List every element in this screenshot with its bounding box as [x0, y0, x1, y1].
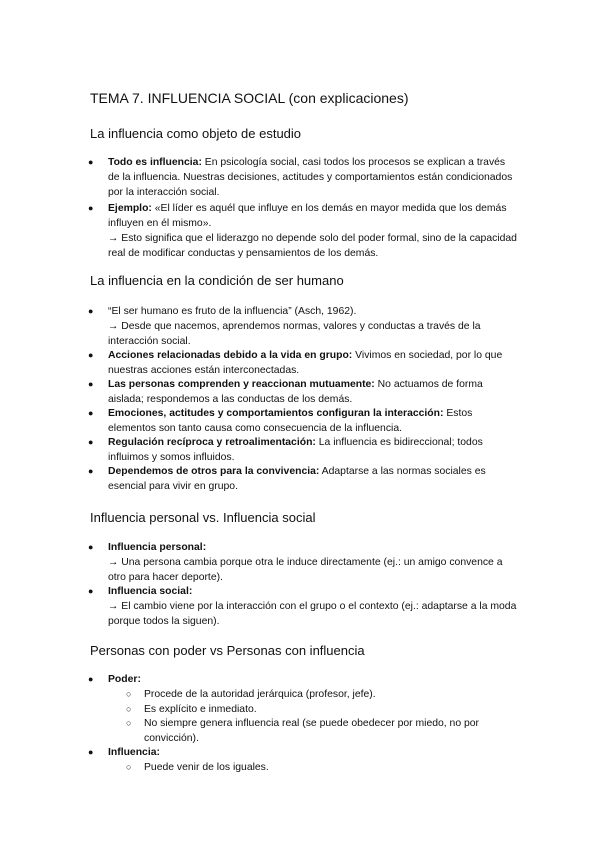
list-item	[88, 406, 518, 436]
bullet-icon: ●	[88, 747, 94, 757]
item-bold: Dependemos de otros para la convivencia:	[108, 466, 320, 477]
list-item	[88, 540, 518, 585]
list-item	[88, 201, 518, 261]
sub-list-item	[126, 702, 524, 717]
item-continuation: → Una persona cambia porque otra le induce directamente (ej.: un amigo convence a otro para hacer deporte).	[108, 557, 503, 583]
item-text: En psicología social, casi todos los procesos se explican a través de la influencia. Nuestras decisiones, actitudes y comportamientos están condicionados por la interacción social.	[108, 157, 513, 198]
item-bold: Influencia personal:	[108, 542, 207, 553]
sub-bullet-icon: ○	[126, 762, 132, 772]
item-bold: Las personas comprenden y reaccionan mutuamente:	[108, 379, 375, 390]
sub-list-item	[126, 687, 524, 702]
list-item	[88, 464, 518, 494]
item-text: No actuamos de forma aislada; respondemos a las conductas de los demás.	[108, 379, 483, 405]
bullet-icon: ●	[88, 408, 94, 418]
section-heading-influencia-objeto: La influencia como objeto de estudio	[90, 126, 302, 141]
bullet-icon: ●	[88, 437, 94, 447]
item-continuation: → Desde que nacemos, aprendemos normas, valores y conductas a través de la interacción social.	[108, 321, 481, 347]
bullet-icon: ●	[88, 674, 94, 684]
item-text: Estos elementos son tanto causa como consecuencia de la influencia.	[108, 408, 473, 434]
item-bold: Acciones relacionadas debido a la vida en grupo:	[108, 350, 353, 361]
list-item	[88, 155, 518, 200]
document-title: TEMA 7. INFLUENCIA SOCIAL (con explicaciones)	[90, 90, 409, 106]
list-item	[88, 745, 518, 760]
section-heading-personal-vs-social: Influencia personal vs. Influencia social	[90, 510, 316, 525]
list-item	[88, 672, 518, 687]
list-item	[88, 304, 518, 349]
list-item	[88, 435, 518, 465]
item-bold: Influencia social:	[108, 586, 193, 597]
item-bold: Regulación recíproca y retroalimentación:	[108, 437, 316, 448]
item-continuation: → Esto significa que el liderazgo no depende solo del poder formal, sino de la capacidad real de modificar conductas y pensamientos de los demás.	[108, 233, 517, 259]
list-item	[88, 584, 518, 629]
bullet-icon: ●	[88, 542, 94, 552]
sub-bullet-icon: ○	[126, 704, 132, 714]
sub-list-item	[126, 716, 524, 746]
item-text: Adaptarse a las normas sociales es esencial para vivir en grupo.	[108, 466, 486, 492]
list-item	[88, 348, 518, 378]
item-bold: Influencia:	[108, 747, 160, 758]
item-bold: Poder:	[108, 674, 141, 685]
sub-item-text: Puede venir de los iguales.	[144, 762, 269, 773]
bullet-icon: ●	[88, 203, 94, 213]
section-heading-condicion-humana: La influencia en la condición de ser humano	[90, 273, 344, 288]
sub-bullet-icon: ○	[126, 689, 132, 699]
list-item	[88, 377, 518, 407]
sub-list-item	[126, 760, 524, 775]
item-text: “El ser humano es fruto de la influencia” (Asch, 1962).	[108, 306, 357, 317]
bullet-icon: ●	[88, 306, 94, 316]
item-bold: Todo es influencia:	[108, 157, 202, 168]
item-continuation: → El cambio viene por la interacción con el grupo o el contexto (ej.: adaptarse a la moda porque todos la siguen).	[108, 601, 517, 627]
item-bold: Ejemplo:	[108, 203, 152, 214]
bullet-icon: ●	[88, 157, 94, 167]
bullet-icon: ●	[88, 379, 94, 389]
sub-item-text: No siempre genera influencia real (se puede obedecer por miedo, no por convicción).	[144, 718, 480, 744]
item-text: La influencia es bidireccional; todos influimos y somos influidos.	[108, 437, 483, 463]
bullet-icon: ●	[88, 466, 94, 476]
sub-item-text: Procede de la autoridad jerárquica (profesor, jefe).	[144, 689, 376, 700]
sub-item-text: Es explícito e inmediato.	[144, 704, 257, 715]
item-bold: Emociones, actitudes y comportamientos configuran la interacción:	[108, 408, 444, 419]
bullet-icon: ●	[88, 586, 94, 596]
sub-bullet-icon: ○	[126, 718, 132, 728]
bullet-icon: ●	[88, 350, 94, 360]
item-text: Vivimos en sociedad, por lo que nuestras acciones están interconectadas.	[108, 350, 503, 376]
item-text: «El líder es aquél que influye en los demás en mayor medida que los demás influyen en él mismo».	[108, 203, 507, 229]
section-heading-poder-vs-influencia: Personas con poder vs Personas con influencia	[90, 643, 365, 658]
